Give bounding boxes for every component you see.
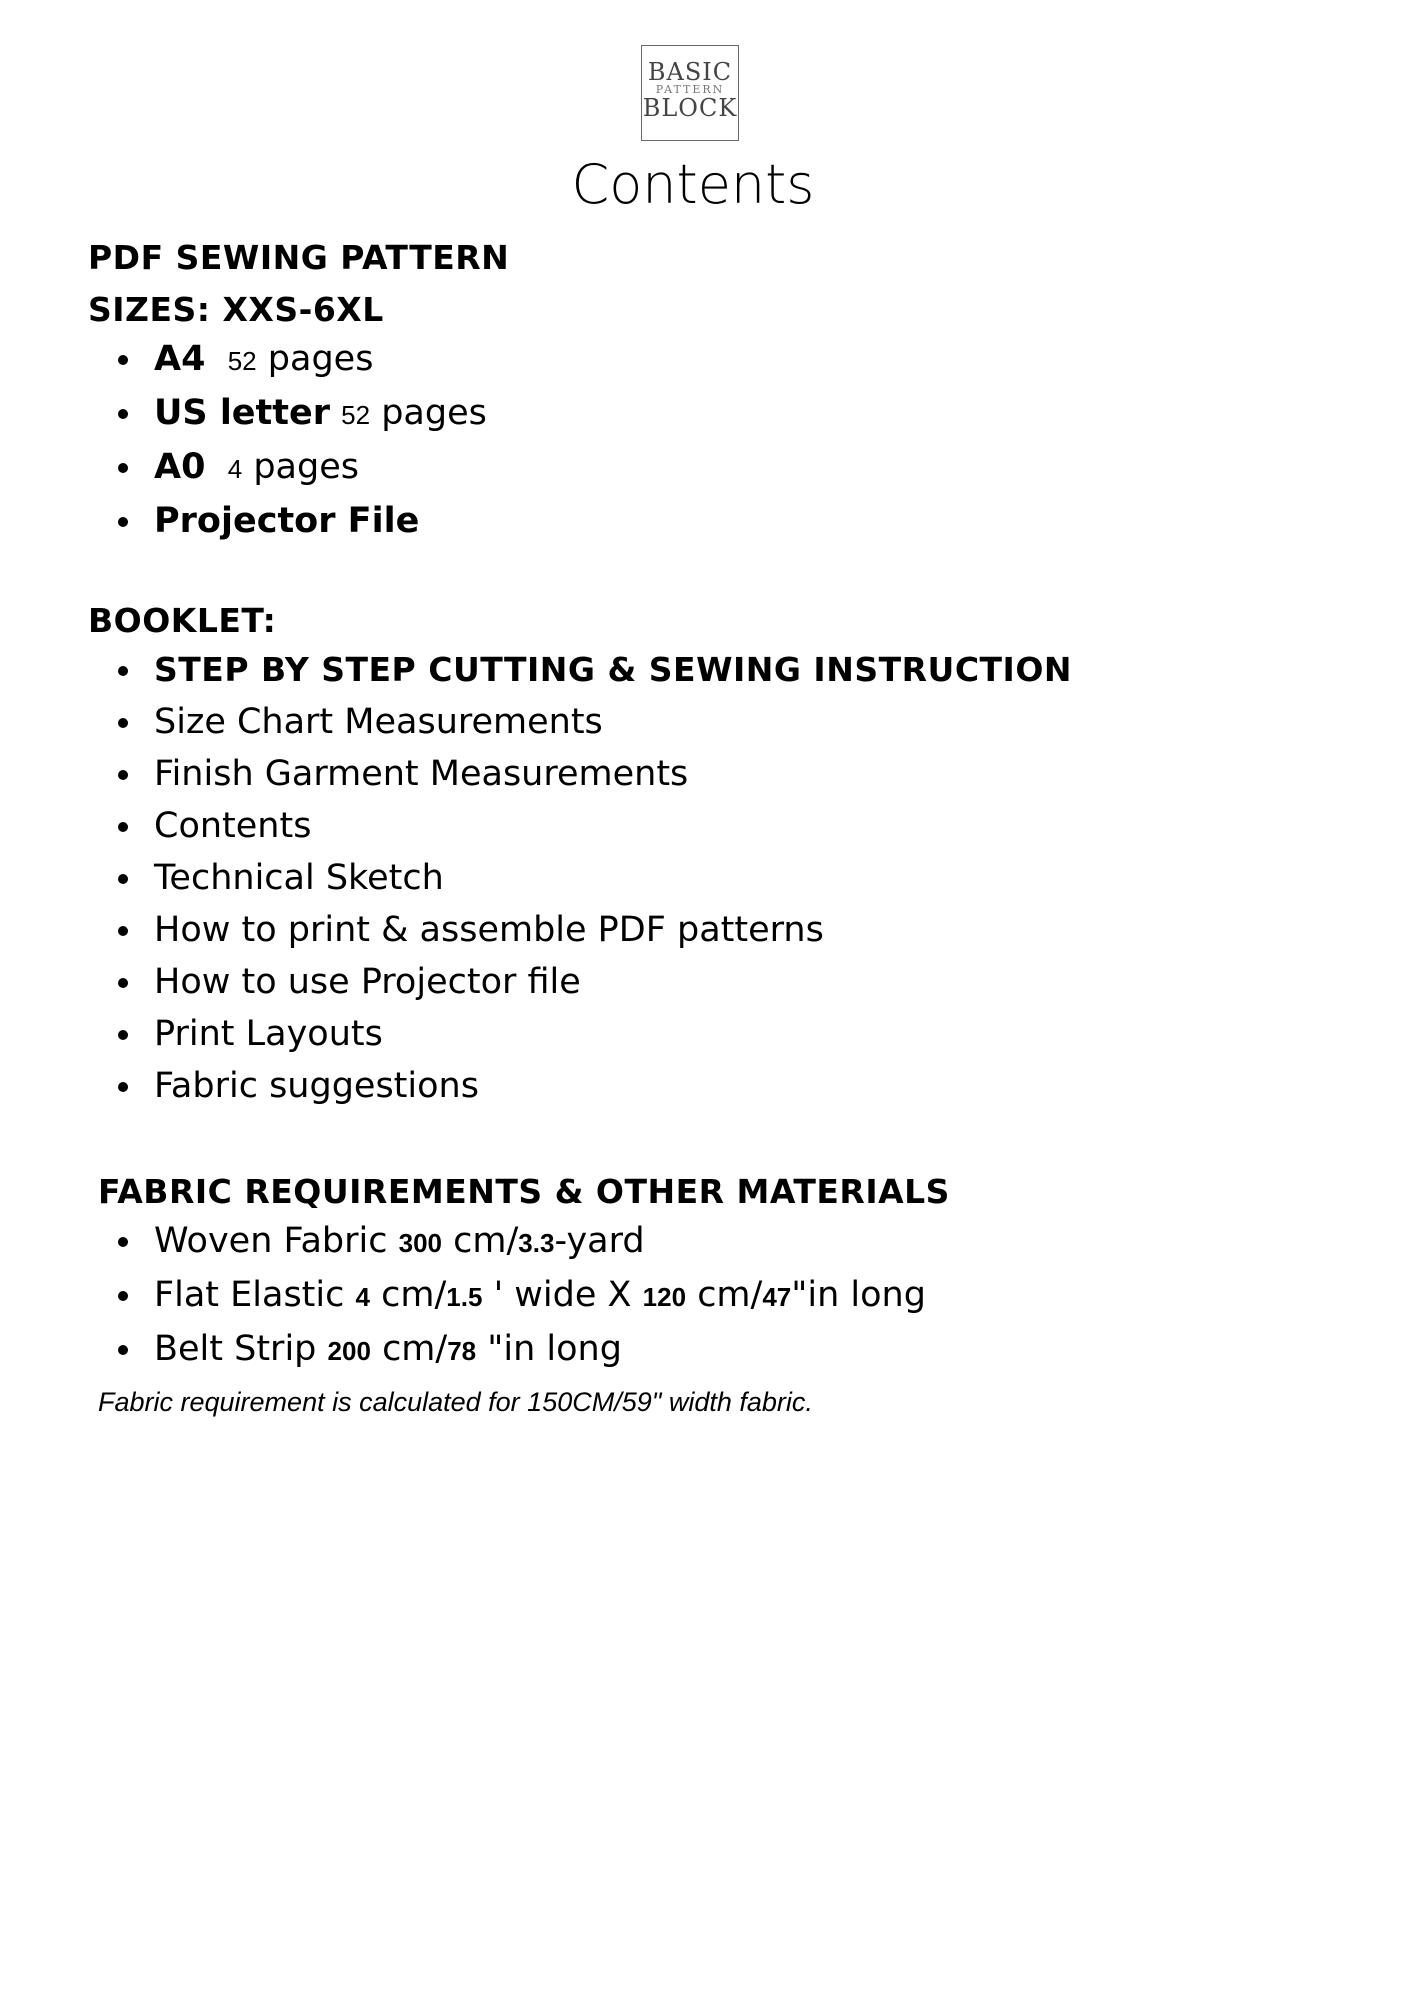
fabric-list [88,1215,926,1377]
list-item: How to print & assemble PDF patterns [88,904,1072,956]
list-item-instruction: STEP BY STEP CUTTING & SEWING INSTRUCTION [88,644,1072,696]
page-title: Contents [571,153,815,216]
booklet-list [88,644,1072,1112]
sizes-heading: SIZES: XXS-6XL [88,290,384,329]
list-item: Technical Sketch [88,852,1072,904]
fabric-heading: FABRIC REQUIREMENTS & OTHER MATERIALS [98,1172,950,1211]
logo-line-basic: BASIC [647,58,733,86]
logo-line-block: BLOCK [642,94,738,122]
pattern-heading: PDF SEWING PATTERN [88,238,510,277]
list-item: Print Layouts [88,1008,1072,1060]
list-item-a0: A0 4 pages [88,441,487,495]
booklet-heading: BOOKLET: [88,601,277,640]
list-item: Fabric suggestions [88,1060,1072,1112]
list-item: Finish Garment Measurements [88,748,1072,800]
list-item: Contents [88,800,1072,852]
fabric-width-note: Fabric requirement is calculated for 150CM/59" width fabric. [98,1387,813,1417]
list-item-projector-file: Projector File [88,495,487,547]
list-item: How to use Projector file [88,956,1072,1008]
list-item: Size Chart Measurements [88,696,1072,748]
list-item-woven-fabric: Woven Fabric 300 cm/3.3-yard [88,1215,926,1269]
list-item-us-letter: US letter 52 pages [88,387,487,441]
list-item-flat-elastic: Flat Elastic 4 cm/1.5 ' wide X 120 cm/47"in long [88,1269,926,1323]
logo-line-pattern: PATTERN [655,83,725,96]
brand-logo [641,45,739,141]
pattern-format-list [88,333,487,547]
list-item-a4: A4 52 pages [88,333,487,387]
list-item-belt-strip: Belt Strip 200 cm/78 "in long [88,1323,926,1377]
